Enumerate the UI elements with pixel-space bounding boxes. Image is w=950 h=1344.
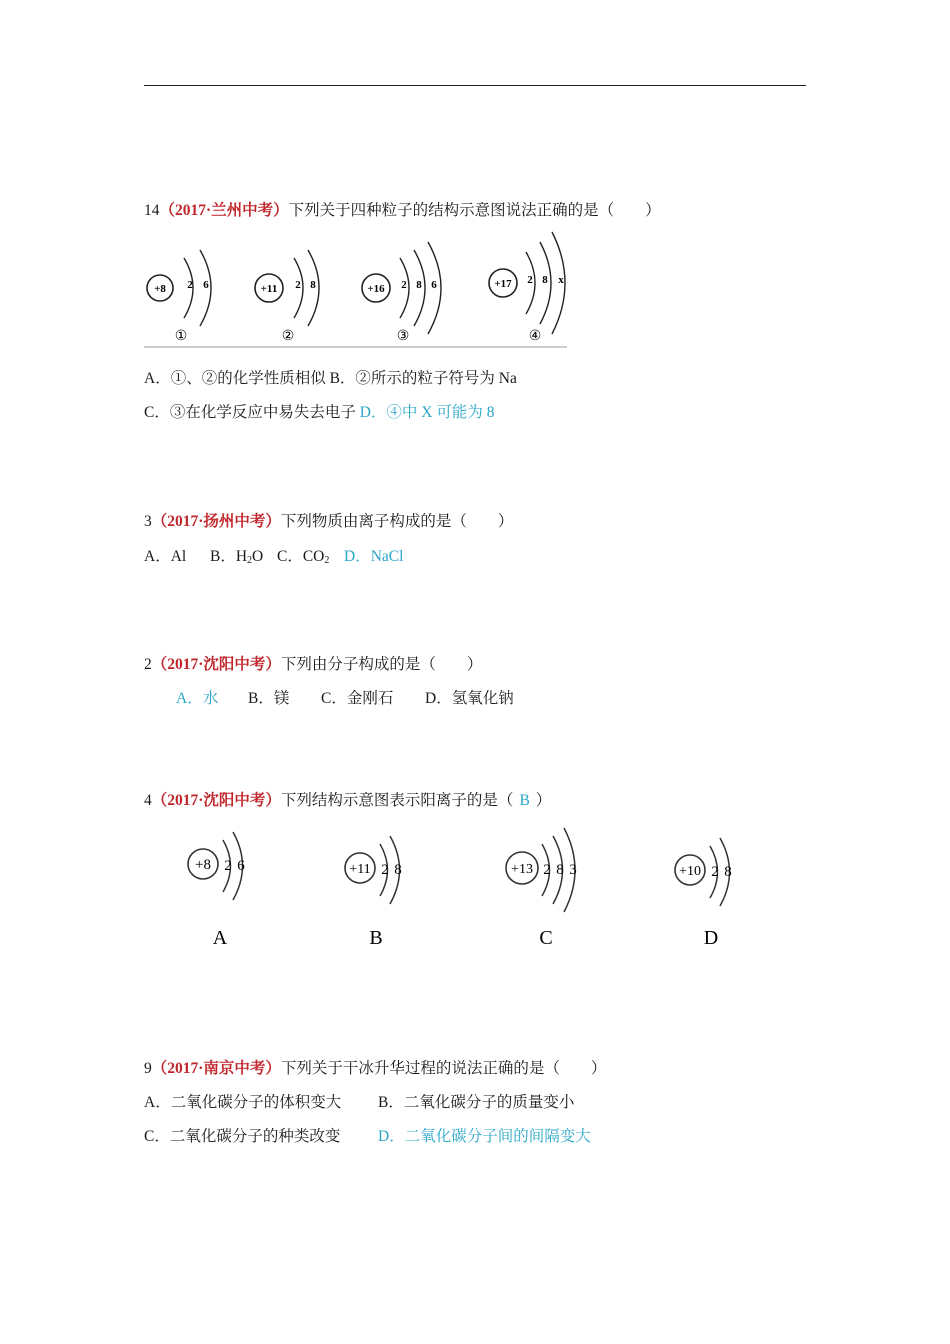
ion-diagram-b <box>345 836 402 949</box>
nucleus-charge: +10 <box>679 864 701 879</box>
shell-electrons: 8 <box>724 864 732 880</box>
nucleus-charge: +11 <box>349 862 371 877</box>
shell-electrons: 2 <box>381 862 389 878</box>
question-2-options <box>176 689 514 709</box>
option-b[interactable]: B．$H_2O$ <box>210 548 264 566</box>
option-c[interactable]: C．二氧化碳分子的种类改变 <box>144 1128 341 1145</box>
option-d[interactable]: D．氢氧化钠 <box>425 690 514 707</box>
option-b[interactable]: B．②所示的粒子符号为 Na <box>329 370 517 387</box>
question-number: 2 <box>144 656 152 673</box>
shell-electrons: 6 <box>203 279 209 291</box>
question-text: 下列关于干冰升华过程的说法正确的是（ ） <box>280 1060 607 1077</box>
shell-electrons: 2 <box>187 279 193 291</box>
shell-electrons: 2 <box>527 274 533 286</box>
question-text: 下列关于四种粒子的结构示意图说法正确的是（ ） <box>288 202 661 219</box>
question-number: 3 <box>144 513 152 530</box>
ion-diagram-c <box>506 828 577 949</box>
option-c[interactable]: C．③在化学反应中易失去电子 <box>144 404 356 421</box>
option-b[interactable]: B．镁 <box>248 690 290 707</box>
question-source: （2017·沈阳中考） <box>151 656 281 673</box>
atom-diagram-4 <box>489 232 565 344</box>
question-source: （2017·兰州中考） <box>159 202 289 219</box>
option-a[interactable]: A．①、②的化学性质相似 <box>144 370 326 387</box>
shell-electrons: 8 <box>556 862 564 878</box>
shell-electrons: 8 <box>542 274 548 286</box>
shell-electrons: 6 <box>237 858 245 874</box>
question-number: 14 <box>144 202 160 219</box>
nucleus-charge: +8 <box>154 283 166 295</box>
shell-electrons: 2 <box>543 862 551 878</box>
shell-electrons: 8 <box>394 862 402 878</box>
option-c[interactable]: C．金刚石 <box>321 690 394 707</box>
option-a[interactable]: A．二氧化碳分子的体积变大 <box>144 1094 342 1111</box>
question-14-options-row-2 <box>144 403 494 423</box>
question-text: 下列结构示意图表示阳离子的是（ <box>280 792 514 809</box>
option-d-answer[interactable]: D．二氧化碳分子间的间隔变大 <box>378 1128 591 1145</box>
diagram-label: ④ <box>528 329 542 344</box>
question-9-options-row-2 <box>144 1127 591 1147</box>
question-3-stem <box>144 512 513 532</box>
option-a[interactable]: A．Al <box>144 548 187 565</box>
question-3-options <box>144 547 403 571</box>
question-number: 9 <box>144 1060 152 1077</box>
question-source: （2017·南京中考） <box>151 1060 281 1077</box>
question-9-stem <box>144 1059 606 1079</box>
option-d-answer[interactable]: D．NaCl <box>344 548 404 565</box>
nucleus-charge: +16 <box>367 283 385 295</box>
question-4-stem: 4（2017·沈阳中考）下列结构示意图表示阳离子的是（ B ） <box>144 792 552 809</box>
ion-diagram-d <box>675 838 732 949</box>
question-source: （2017·沈阳中考） <box>151 792 281 809</box>
question-9-options-row-1 <box>144 1093 574 1113</box>
question-number: 4 <box>144 792 152 809</box>
option-d-answer[interactable]: D．④中 X 可能为 8 <box>359 404 495 421</box>
atom-structure-figure-q4 <box>180 826 740 961</box>
shell-electrons: 6 <box>431 279 437 291</box>
diagram-label: B <box>369 927 383 949</box>
shell-electrons: 2 <box>711 864 719 880</box>
question-2-stem <box>144 655 482 675</box>
atom-diagram-1 <box>147 250 211 344</box>
diagram-label: D <box>703 927 719 949</box>
nucleus-charge: +11 <box>260 283 278 295</box>
shell-electrons: 2 <box>295 279 301 291</box>
diagram-label: C <box>539 927 553 949</box>
shell-electrons: 8 <box>310 279 316 291</box>
ion-diagram-a <box>188 832 245 949</box>
diagram-label: ① <box>174 329 188 344</box>
option-b[interactable]: B．二氧化碳分子的质量变小 <box>378 1094 575 1111</box>
question-14-stem <box>144 201 661 221</box>
shell-electrons: 2 <box>224 858 232 874</box>
diagram-label: ③ <box>396 329 410 344</box>
diagram-label: A <box>212 927 228 949</box>
shell-electrons: x <box>558 274 564 286</box>
question-14-options-row-1 <box>144 369 517 389</box>
nucleus-charge: +8 <box>195 857 211 873</box>
answer-inline: B <box>519 792 530 809</box>
question-source: （2017·扬州中考） <box>151 513 281 530</box>
diagram-label: ② <box>281 329 295 344</box>
atom-diagram-3 <box>362 242 441 344</box>
shell-electrons: 2 <box>401 279 407 291</box>
question-text: 下列物质由离子构成的是（ ） <box>280 513 514 530</box>
header-rule <box>144 85 806 86</box>
option-c[interactable]: C．$CO_2$ <box>277 548 330 566</box>
nucleus-charge: +17 <box>494 278 512 290</box>
option-a-answer[interactable]: A．水 <box>176 690 219 707</box>
atom-structure-figure-q14 <box>144 228 568 355</box>
question-text: 下列由分子构成的是（ ） <box>280 656 483 673</box>
nucleus-charge: +13 <box>511 862 533 877</box>
shell-electrons: 8 <box>416 279 422 291</box>
shell-electrons: 3 <box>569 862 577 878</box>
atom-diagram-2 <box>255 250 319 344</box>
